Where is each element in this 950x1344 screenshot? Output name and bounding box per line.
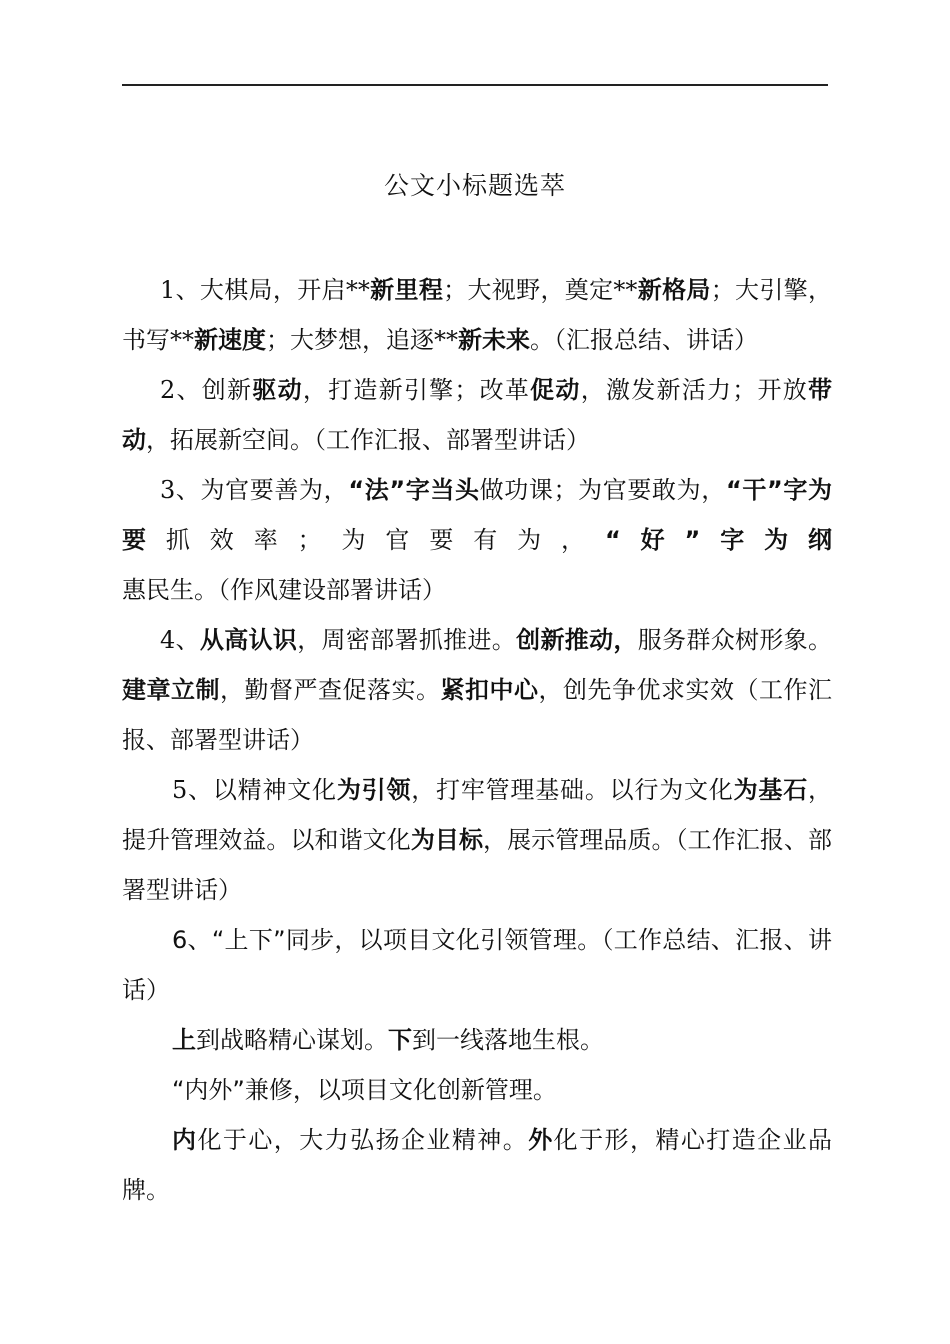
paragraph-text: 2、创新 (160, 376, 253, 404)
paragraph-text: 1、大棋局，开启** (160, 276, 370, 304)
paragraph-text: ，打造新引擎；改革 (302, 376, 531, 404)
bold-phrase: 内 (172, 1126, 198, 1154)
paragraph-text: 惠民生。（作风建设部署讲话） (122, 576, 446, 604)
paragraph-text: ；大视野，奠定** (443, 276, 638, 304)
paragraph-1 (122, 265, 832, 365)
paragraph-text: ，展示管理品质。（工作汇报、部署型讲话） (122, 826, 833, 904)
paragraph-text: ，周密部署抓推进。 (297, 626, 517, 654)
bold-phrase: 新格局 (637, 276, 711, 304)
bold-phrase: “干”字为要 (122, 476, 833, 554)
paragraph-text: 服务群众树形象。 (637, 626, 833, 654)
paragraph-9 (122, 1115, 832, 1215)
bold-phrase: 上 (172, 1026, 196, 1054)
paragraph-5 (122, 765, 832, 915)
bold-phrase: 新里程 (369, 276, 444, 304)
bold-phrase: 新未来 (458, 326, 530, 354)
bold-phrase: “法”字当头 (348, 476, 480, 504)
paragraph-text: 5、以精神文化 (172, 776, 337, 804)
document-body (122, 265, 832, 1215)
bold-phrase: 促动 (530, 376, 581, 404)
paragraph-6 (122, 915, 832, 1015)
bold-phrase: 从高认识 (199, 626, 298, 654)
paragraph-text: ；大梦想，追逐** (266, 326, 458, 354)
bold-phrase: 新速度 (194, 326, 266, 354)
bold-phrase: 创新推动， (516, 626, 638, 654)
bold-phrase: 外 (528, 1126, 554, 1154)
paragraph-text: ；大引擎，书写** (122, 276, 833, 354)
paragraph-4 (122, 615, 832, 765)
bold-phrase: 建章立制 (122, 676, 220, 704)
paragraph-text: ，提升管理效益。以和谐文化 (122, 776, 832, 854)
paragraph-text: 抓效率；为官要有为， (165, 526, 605, 554)
paragraph-text: ，激发新活力；开放 (580, 376, 809, 404)
paragraph-text: 到一线落地生根。 (412, 1026, 604, 1054)
document-title: 公文小标题选萃 (383, 171, 566, 200)
bold-phrase: 驱动 (252, 376, 303, 404)
paragraph-2 (122, 365, 832, 465)
paragraph-heading-text: 6、“上下”同步，以项目文化引领管理。 (172, 926, 602, 954)
paragraph-text: 做功课；为官要敢为， (479, 476, 726, 504)
paragraph-7 (122, 1015, 832, 1065)
header-rule (122, 84, 828, 86)
paragraph-text: 3、为官要善为， (160, 476, 349, 504)
bold-phrase: 下 (388, 1026, 412, 1054)
bold-phrase: 为基石 (733, 776, 808, 804)
paragraph-3 (122, 465, 832, 615)
paragraph-text: 。（汇报总结、讲话） (530, 326, 758, 354)
paragraph-8 (122, 1065, 832, 1115)
paragraph-text: ，勤督严查促落实。 (220, 676, 441, 704)
bold-phrase: “好”字为纲 (604, 526, 833, 554)
bold-phrase: 为引领 (336, 776, 412, 804)
paragraph-text: 到战略精心谋划。 (196, 1026, 388, 1054)
paragraph-text: 化于心，大力弘扬企业精神。 (197, 1126, 529, 1154)
bold-phrase: 带动 (122, 376, 833, 454)
paragraph-text: ，创先争优求实效（工作汇报、部署型讲话） (122, 676, 832, 754)
paragraph-text: ，打牢管理基础。以行为文化 (411, 776, 734, 804)
paragraph-text: “内外”兼修，以项目文化创新管理。 (172, 1076, 557, 1104)
paragraph-text: 4、 (160, 626, 200, 654)
bold-phrase: 为目标 (410, 826, 484, 854)
bold-phrase: 紧扣中心 (440, 676, 539, 704)
paragraph-text: （工作总结、汇报、讲话） (122, 926, 832, 1004)
paragraph-text: ，拓展新空间。（工作汇报、部署型讲话） (146, 426, 590, 454)
paragraph-text: 化于形，精心打造企业品牌。 (122, 1126, 833, 1204)
